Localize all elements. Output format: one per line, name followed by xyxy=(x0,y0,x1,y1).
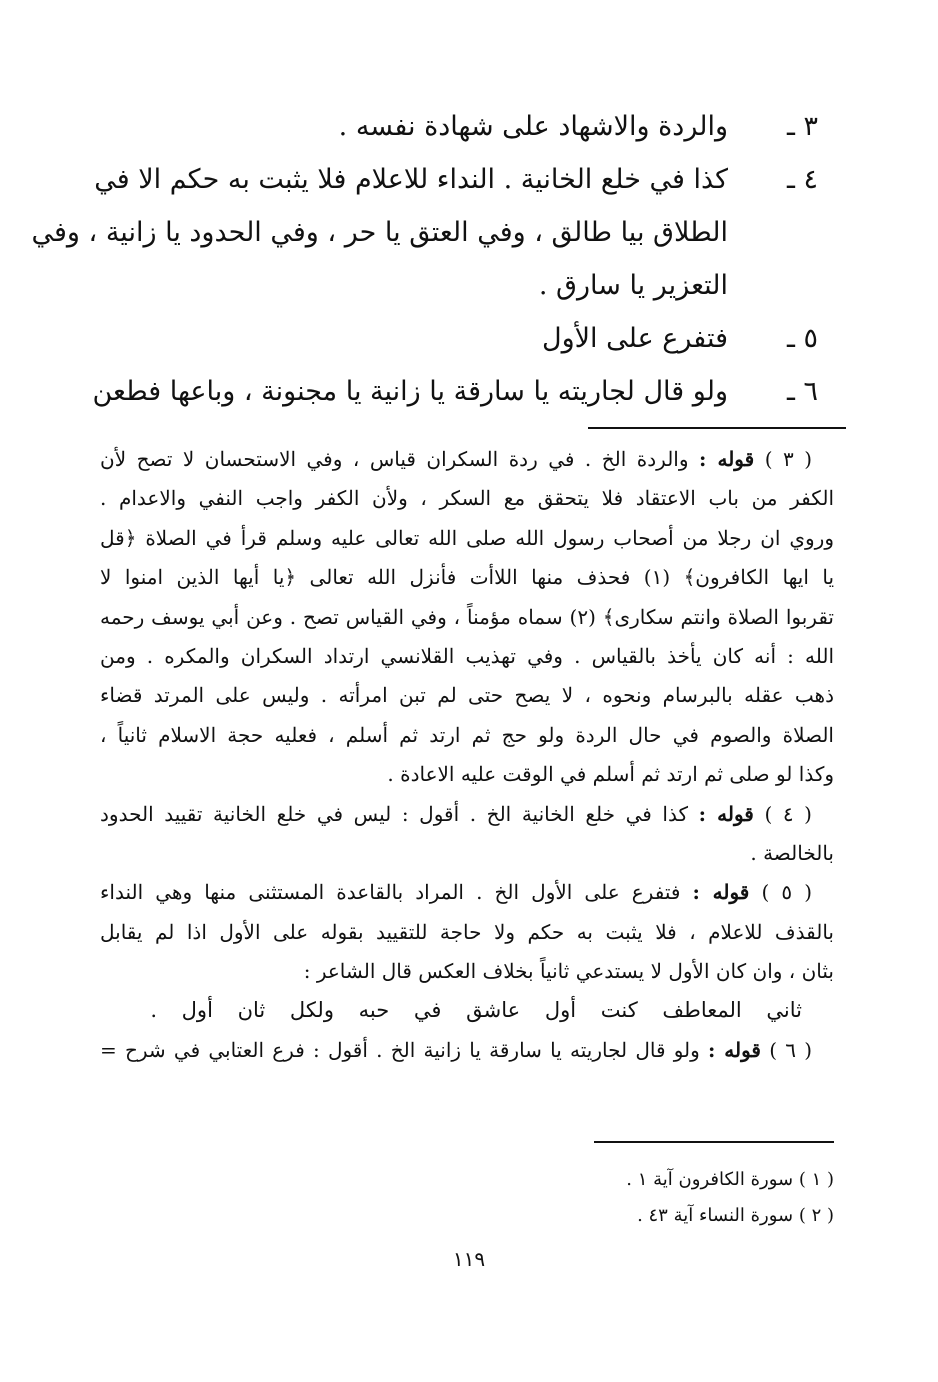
commentary-line: بالخالصة . xyxy=(750,840,834,865)
commentary-note-3-line xyxy=(100,440,834,479)
main-separator-rule xyxy=(588,427,846,429)
commentary-line: تقربوا الصلاة وانتم سكارى﴾ (٢) سماه مؤمناً ، وفي القياس تصح . وعن أبي يوسف رحمه xyxy=(100,604,834,629)
commentary xyxy=(100,440,834,1070)
note-keyword: قوله : xyxy=(698,801,754,826)
footnote-1: ( ١ ) سورة الكافرون آية ١ . xyxy=(626,1169,834,1190)
item-number: ٦ ـ xyxy=(786,376,818,407)
commentary-note-5-line xyxy=(100,873,834,912)
note-text: والردة الخ . في ردة السكران قياس ، وفي الاستحسان لا تصح لأن xyxy=(100,447,689,471)
note-keyword: قوله : xyxy=(699,447,755,471)
footnote-2: ( ٢ ) سورة النساء آية ٤٣ . xyxy=(637,1205,834,1226)
note-label: ( ٤ ) xyxy=(764,801,812,826)
commentary-line: وروي ان رجلا من أصحاب رسول الله صلى الله تعالى عليه وسلم قرأ في الصلاة ﴿قل xyxy=(100,525,834,550)
commentary-line: وكذا لو صلى ثم ارتد ثم أسلم في الوقت عليه الاعادة . xyxy=(387,762,834,787)
main-item-4 xyxy=(94,153,818,206)
commentary-note-6-line xyxy=(100,1031,834,1070)
main-item-3 xyxy=(100,100,818,153)
item-text: فتفرع على الأول xyxy=(542,323,728,354)
commentary-line: الله : أنه كان يأخذ بالقياس . وفي تهذيب القلانسي ارتداد السكران والمكره . ومن xyxy=(100,643,834,668)
main-item-6 xyxy=(92,365,818,418)
main-item-4-cont xyxy=(100,259,818,312)
item-text: ولو قال لجاريته يا سارقة يا زانية يا مجنونة ، وباعها فطعن xyxy=(92,376,728,407)
commentary-line: الصلاة والصوم في حال الردة ولو حج ثم ارتد ثم أسلم ، فعليه حجة الاسلام ثانياً ، xyxy=(100,722,834,747)
note-text: فتفرع على الأول الخ . المراد بالقاعدة المستثنى منها وهي النداء xyxy=(100,880,681,905)
note-text: كذا في خلع الخانية الخ . أقول : ليس في خلع الخانية تقييد الحدود xyxy=(100,801,688,826)
footnote-separator-rule xyxy=(594,1141,834,1143)
commentary-line: ذهب عقله بالبرسام ونحوه ، لا يصح حتى لم تبن امرأته . وليس على المرتد قضاء xyxy=(100,683,834,708)
note-label: ( ٣ ) xyxy=(764,447,812,471)
commentary-note-4-line xyxy=(100,795,834,834)
commentary-line: بثان ، وان كان الأول لا يستدعي ثانياً بخلاف العكس قال الشاعر : xyxy=(303,959,834,984)
item-text: كذا في خلع الخانية . النداء للاعلام فلا يثبت به حكم الا في xyxy=(94,164,728,195)
item-number: ٣ ـ xyxy=(786,111,818,142)
note-keyword: قوله : xyxy=(692,880,750,905)
main-text xyxy=(31,100,818,418)
item-text: والردة والاشهاد على شهادة نفسه . xyxy=(338,111,728,142)
item-text: الطلاق بيا طالق ، وفي العتق يا حر ، وفي الحدود يا زانية ، وفي xyxy=(31,217,728,248)
commentary-line: بالقذف للاعلام ، فلا يثبت به حكم ولا حاجة للتقييد بقوله على الأول اذا لم يقابل xyxy=(100,919,834,944)
poetry-verse: ثاني المعاطف كنت أول عاشق في حبه ولكل ثان أول . xyxy=(150,998,802,1023)
note-label: ( ٥ ) xyxy=(761,880,813,905)
footnotes xyxy=(100,1162,834,1234)
commentary-line: الكفر من باب الاعتقاد فلا يتحقق مع السكر ، ولأن الكفر واجب النفي والاعدام . xyxy=(100,486,834,511)
commentary-line: يا ايها الكافرون﴾ (١) فحذف منها اللاأت فأنزل الله تعالى ﴿يا أيها الذين امنوا لا xyxy=(100,565,835,590)
note-label: ( ٦ ) xyxy=(769,1037,813,1062)
note-text: ولو قال لجاريته يا سارقة يا زانية الخ . أقول : فرع العتابي في شرح = xyxy=(100,1037,700,1062)
item-text: التعزير يا سارق . xyxy=(538,270,728,301)
item-number: ٥ ـ xyxy=(786,323,818,354)
main-item-5 xyxy=(100,312,818,365)
note-keyword: قوله : xyxy=(708,1037,761,1062)
page-number: ١١٩ xyxy=(452,1247,486,1271)
main-item-4-cont xyxy=(31,206,818,259)
item-number: ٤ ـ xyxy=(786,164,818,195)
